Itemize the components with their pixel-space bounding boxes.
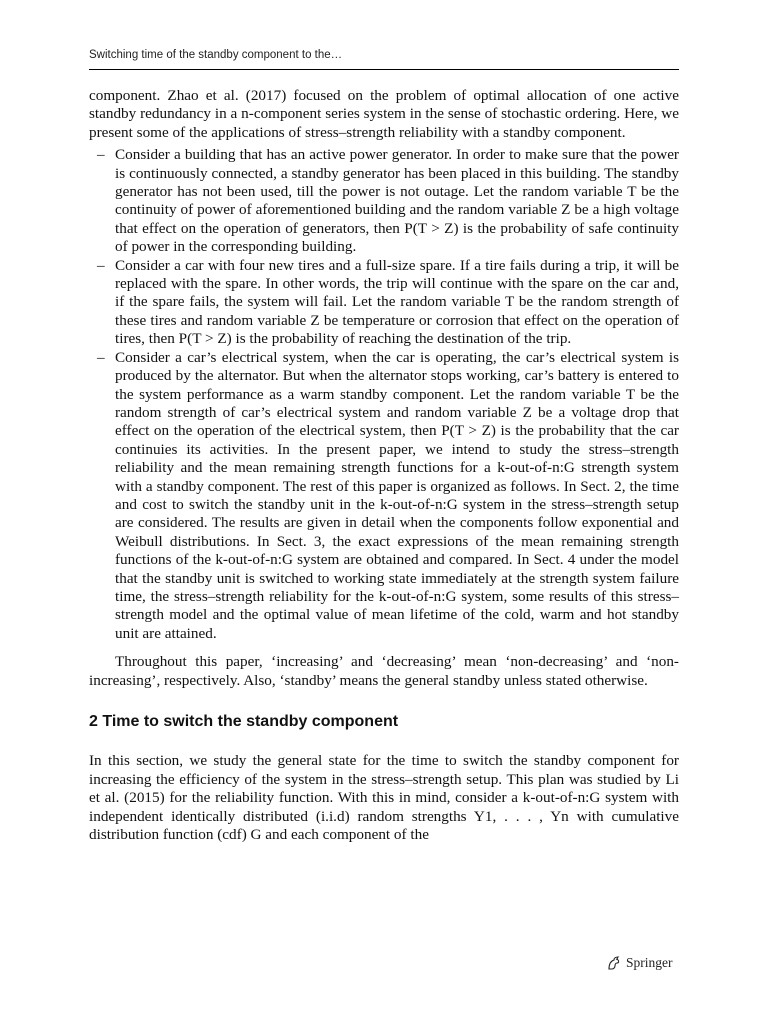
list-item <box>89 349 679 644</box>
list-item-text: Consider a car’s electrical system, when the car is operating, the car’s electrical system is produced by the alternator. But when the alternator stops working, car’s battery is entered to the system performance as a warm standby component. Let the random variable T be the random strength of car’s electrical system and random variable Z be a voltage drop that effect on the operation of the electrical system, then P(T > Z) is the probability that the car continuies its activities. In the present paper, we intend to study the stress–strength reliability and the mean remaining strength functions for a k-out-of-n:G strength system with a standby component. The rest of this paper is organized as follows. In Sect. 2, the time and cost to switch the standby unit in the k-out-of-n:G system in the stress–strength setup are considered. The results are given in detail when the components follow exponential and Weibull distributions. In Sect. 3, the exact expressions of the mean remaining strength functions of the k-out-of-n:G system are obtained and compared. In Sect. 4 under the model that the standby unit is switched to working state immediately at the strength system failure time, the stress–strength reliability for the k-out-of-n:G system, some results of this stress–strength model and the optimal value of mean lifetime of the cold, warm and hot standby unit are attained. <box>115 348 679 642</box>
applications-list <box>89 146 679 643</box>
list-item <box>89 257 679 349</box>
bullet-marker: – <box>97 348 105 366</box>
list-item-text: Consider a car with four new tires and a full-size spare. If a tire fails during a trip, it will be replaced with the spare. In other words, the trip will continue with the spare on the car and, if the spare fails, the system will fail. Let the random variable T be the random strength of these tires and random variable Z be temperature or corrosion that effect on the operation of tires, then P(T > Z) is the probability of reaching the destination of the trip. <box>115 256 679 348</box>
bullet-marker: – <box>97 146 105 164</box>
list-item-text: Consider a building that has an active power generator. In order to make sure that the power is continuously connected, a standby generator has been placed in this building. The standby generator has not been used, till the power is not outage. Let the random variable T be the continuity of power of aforementioned building and the random variable Z be a high voltage that effect on the operation of generators, then P(T > Z) is the probability of safe continuity of power in the corresponding building. <box>115 146 679 256</box>
body-text <box>89 87 679 844</box>
terminology-paragraph: Throughout this paper, ‘increasing’ and ‘decreasing’ mean ‘non-decreasing’ and ‘non-increasing’, respectively. Also, ‘standby’ means the general standby unless stated otherwise. <box>89 653 679 689</box>
section-paragraph: In this section, we study the general state for the time to switch the standby component for increasing the efficiency of the system in the stress–strength setup. This plan was studied by Li et al. (2015) for the reliability function. With this in mind, consider a k-out-of-n:G system with independent identically distributed (i.i.d) random strengths Y1, . . . , Yn with cumulative distribution function (cdf) G and each component of the <box>89 752 679 844</box>
bullet-marker: – <box>97 256 105 274</box>
intro-paragraph: component. Zhao et al. (2017) focused on the problem of optimal allocation of one active standby redundancy in a n-component series system in the sense of stochastic ordering. Here, we present some of the applications of stress–strength reliability with a standby component. <box>89 87 679 141</box>
running-head: Switching time of the standby component to the… <box>89 49 679 70</box>
section-heading: 2 Time to switch the standby component <box>89 713 399 730</box>
springer-horse-icon <box>606 955 622 971</box>
publisher-logo <box>606 955 673 971</box>
list-item <box>89 146 679 256</box>
publisher-name: Springer <box>626 955 673 970</box>
